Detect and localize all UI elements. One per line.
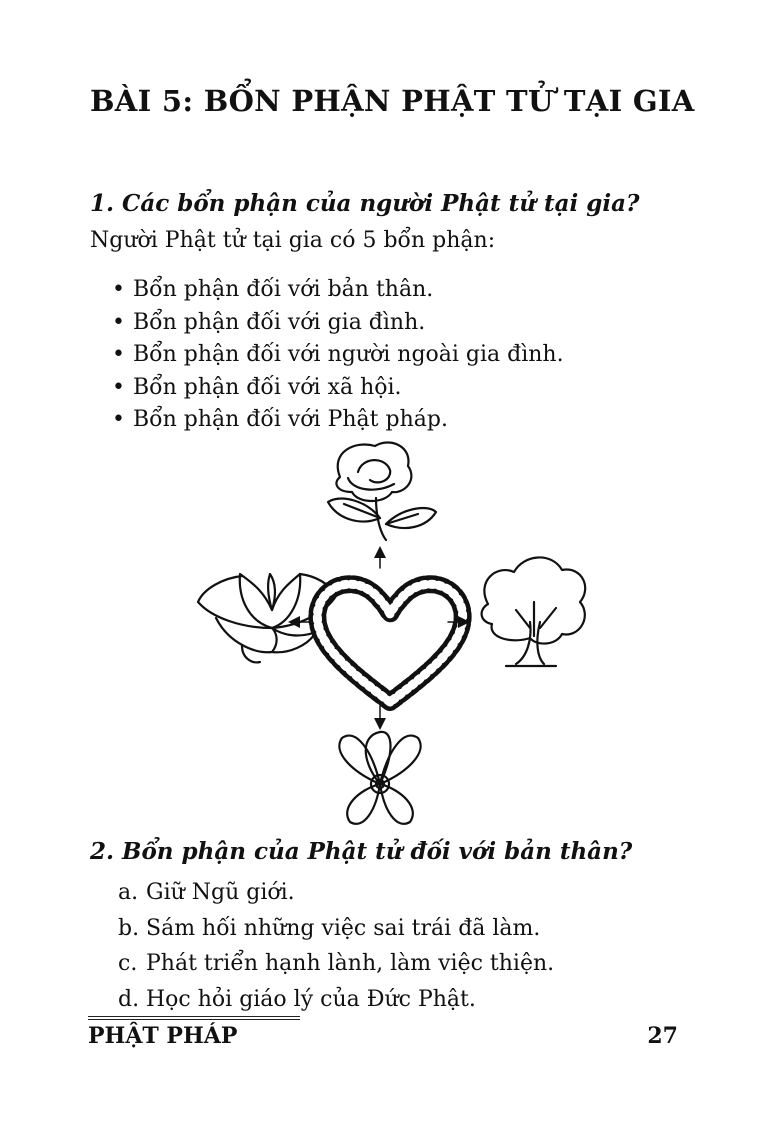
item-text: Học hỏi giáo lý của Đức Phật. — [146, 986, 476, 1012]
footer-book-title: PHẬT PHÁP — [88, 1023, 238, 1049]
item-text: Sám hối những việc sai trái đã làm. — [146, 915, 541, 941]
item-marker: a. — [118, 880, 139, 905]
list-item: • Bổn phận đối với người ngoài gia đình. — [112, 339, 564, 372]
page-title: BÀI 5: BỔN PHẬN PHẬT TỬ TẠI GIA — [90, 84, 695, 118]
five-duties-illustration — [180, 432, 600, 832]
question-1-heading: 1. Các bổn phận của người Phật tử tại gia? — [90, 190, 640, 217]
item-marker: d. — [118, 986, 140, 1012]
list-item: • Bổn phận đối với Phật pháp. — [112, 404, 564, 437]
list-item: • Bổn phận đối với xã hội. — [112, 372, 564, 405]
answers-list — [118, 875, 554, 1017]
rose-icon — [328, 443, 436, 540]
list-item — [118, 982, 554, 1018]
page-number: 27 — [647, 1023, 678, 1049]
list-item — [118, 946, 554, 982]
question-1-intro: Người Phật tử tại gia có 5 bổn phận: — [90, 228, 496, 253]
flower-icon — [339, 732, 420, 824]
item-text: Giữ Ngũ giới. — [146, 880, 295, 905]
footer-divider — [88, 1019, 300, 1020]
item-text: Phát triển hạnh lành, làm việc thiện. — [146, 951, 555, 976]
list-item: • Bổn phận đối với bản thân. — [112, 274, 564, 307]
list-item — [118, 911, 554, 947]
list-item: • Bổn phận đối với gia đình. — [112, 307, 564, 340]
heart-of-roses-icon — [317, 584, 462, 702]
duties-list — [112, 274, 564, 437]
footer-divider — [88, 1016, 300, 1017]
list-item — [118, 875, 554, 911]
item-marker: c. — [118, 951, 138, 976]
question-2-heading: 2. Bổn phận của Phật tử đối với bản thân? — [90, 838, 633, 865]
item-marker: b. — [118, 915, 140, 941]
tree-icon — [482, 557, 586, 666]
